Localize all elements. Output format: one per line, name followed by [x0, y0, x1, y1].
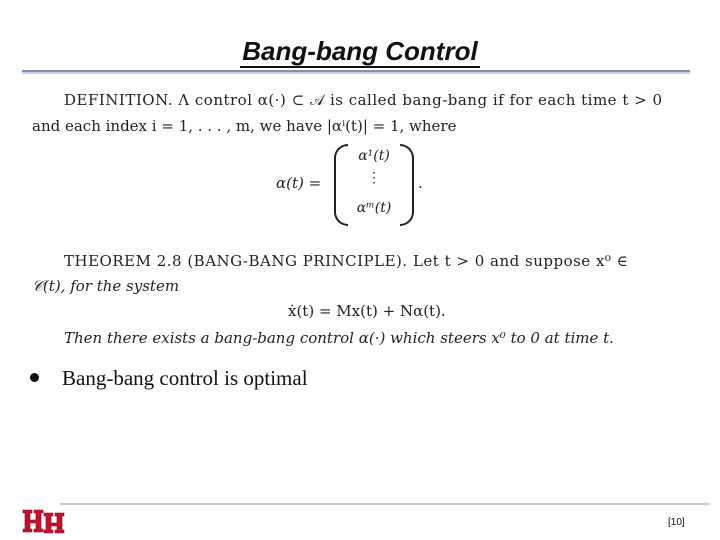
footer-divider	[60, 503, 710, 505]
reference-number: [10]	[668, 517, 685, 528]
theorem-line-3: Then there exists a bang-bang control α(·) which steers x⁰ to 0 at time t.	[64, 329, 614, 347]
definition-line-1: DEFINITION. Λ control α(·) ⊂ 𝒜 is called bang-bang if for each time t > 0	[64, 91, 663, 109]
theorem-line-2: 𝒞(t), for the system	[32, 277, 180, 295]
matrix-entry-first: α¹(t)	[358, 148, 390, 164]
alpha-vector-matrix	[334, 144, 414, 222]
definition-period: .	[418, 174, 423, 192]
matrix-vertical-dots: ⋮	[367, 170, 381, 186]
definition-line-2: and each index i = 1, . . . , m, we have |αⁱ(t)| = 1, where	[32, 117, 457, 135]
matrix-entry-last: αᵐ(t)	[356, 200, 392, 216]
title-divider	[22, 70, 690, 74]
system-equation: ẋ(t) = Mx(t) + Nα(t).	[288, 302, 446, 320]
university-logo-icon	[22, 508, 68, 536]
slide-title	[0, 36, 720, 67]
alpha-vector-lhs: α(t) =	[276, 174, 322, 192]
bullet-dot	[30, 373, 39, 382]
bullet-text: Bang-bang control is optimal	[62, 366, 308, 390]
slide-title-text: Bang-bang Control	[242, 36, 478, 66]
theorem-line-1: THEOREM 2.8 (BANG-BANG PRINCIPLE). Let t > 0 and suppose x⁰ ∈	[64, 252, 629, 270]
